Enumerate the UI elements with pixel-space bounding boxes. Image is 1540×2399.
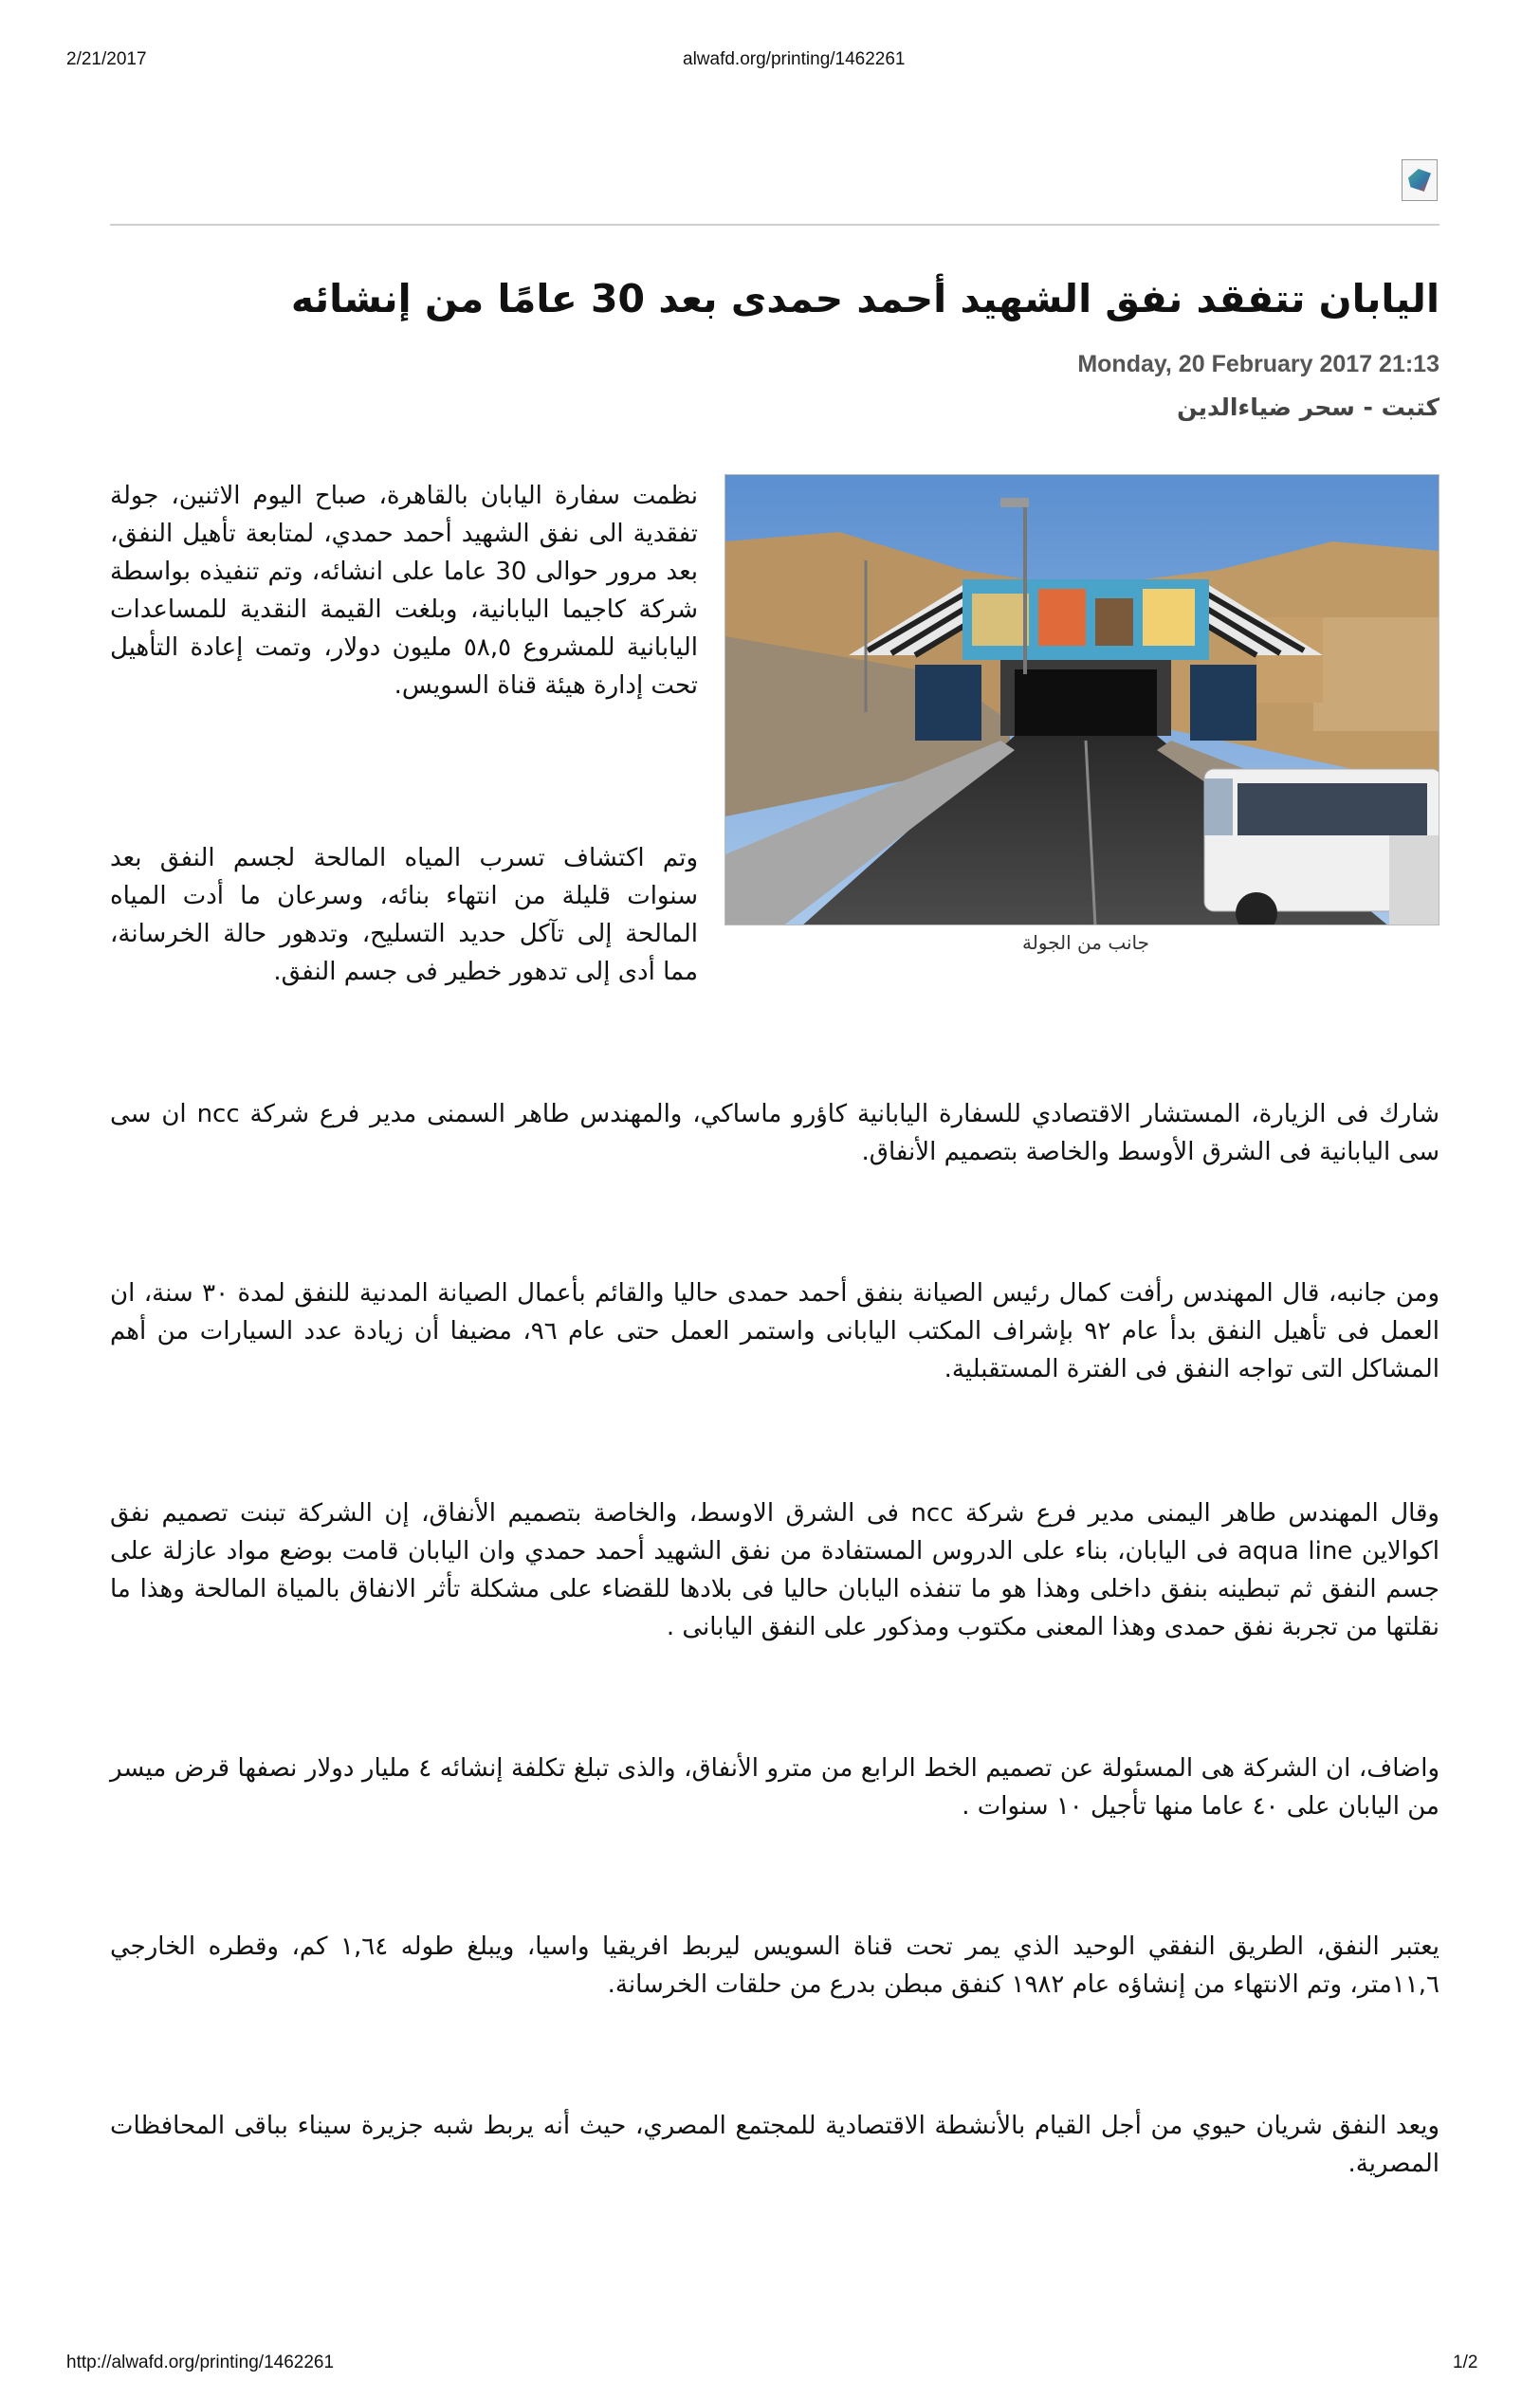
article-paragraph: واضاف، ان الشركة هى المسئولة عن تصميم الخط الرابع من مترو الأنفاق، والذى تبلغ تكلفة إنشائه ٤ مليار دولار نصفها قرض ميسر من اليابان على ٤٠ عاما منها تأجيل ١٠ سنوات . xyxy=(110,1754,1440,1821)
article-paragraph: شارك فى الزيارة، المستشار الاقتصادي للسفارة اليابانية كاؤرو ماساكي، والمهندس طاهر السمنى مدير فرع شركة ncc ان سى سى اليابانية فى الشرق الأوسط والخاصة بتصميم الأنفاق. xyxy=(110,1100,1439,1166)
article-headline: اليابان تتفقد نفق الشهيد أحمد حمدى بعد 30 عامًا من إنشائه xyxy=(290,276,1439,321)
image-caption: جانب من الجولة xyxy=(1021,931,1150,954)
header-divider xyxy=(110,224,1439,226)
article-paragraph: ويعد النفق شريان حيوي من أجل القيام بالأنشطة الاقتصادية للمجتمع المصري، حيث أنه يربط شبه جزيرة سيناء بباقى المحافظات المصرية. xyxy=(110,2112,1439,2178)
article-byline: كتبت - سحر ضياءالدين xyxy=(1177,394,1439,421)
article-paragraph: وقال المهندس طاهر اليمنى مدير فرع شركة ncc فى الشرق الاوسط، والخاصة بتصميم الأنفاق، إن الشركة تبنت تصميم نفق اكوالاين aqua line فى اليابان، بناء على الدروس المستفادة من نفق الشهيد أحمد حمدي وان اليابان قامت بوضع مواد عازلة على جسم النفق ثم تبطينه بنفق داخلى وهذا هو ما تنفذه اليابان حاليا فى بلادها للقضاء على مشكلة تأثر الانفاق بالمياة المالحة وهذا ما نقلتها من تجربة نفق حمدى وهذا المعنى مكتوب ومذكور على النفق اليابانى . xyxy=(110,1499,1439,1641)
footer-page-number: 1/2 xyxy=(1453,2353,1478,2372)
article-paragraph: ومن جانبه، قال المهندس رأفت كمال رئيس الصيانة بنفق أحمد حمدى حاليا والقائم بأعمال الصيانة المدنية للنفق لمدة ٣٠ سنة، ان العمل فى تأهيل النفق بدأ عام ٩٢ بإشراف المكتب اليابانى واستمر العمل حتى عام ٩٦، مضيفا أن زيادة عدد السيارات من أهم المشاكل التى تواجه النفق فى الفترة المستقبلية. xyxy=(110,1279,1440,1383)
tunnel-photo xyxy=(724,474,1439,925)
article-paragraph: يعتبر النفق، الطريق النفقي الوحيد الذي يمر تحت قناة السويس ليربط افريقيا واسيا، ويبلغ طوله ١,٦٤ كم، وقطره الخارجي ١١,٦متر، وتم الانتهاء من إنشاؤه عام ١٩٨٢ كنفق مبطن بدرع من حلقات الخرسانة. xyxy=(110,1932,1440,1999)
print-date: 2/21/2017 xyxy=(66,49,147,69)
article-date: Monday, 20 February 2017 21:13 xyxy=(1077,351,1439,377)
print-url: alwafd.org/printing/1462261 xyxy=(683,49,906,69)
article-paragraph: وتم اكتشاف تسرب المياه المالحة لجسم النفق بعد سنوات قليلة من انتهاء بنائه، وسرعان ما أدت المياه المالحة إلى تآكل حديد التسليح، وتدهور حالة الخرسانة، مما أدى إلى تدهور خطير فى جسم النفق. xyxy=(110,844,698,986)
broken-image-icon xyxy=(1402,159,1438,201)
article-paragraph: نظمت سفارة اليابان بالقاهرة، صباح اليوم الاثنين، جولة تفقدية الى نفق الشهيد أحمد حمدي، لمتابعة تأهيل النفق، بعد مرور حوالى 30 عاما على انشائه، وتم تنفيذه بواسطة شركة كاجيما اليابانية، وبلغت القيمة النقدية للمساعدات اليابانية للمشروع ٥٨,٥ مليون دولار، وتمت إعادة التأهيل تحت إدارة هيئة قناة السويس. xyxy=(110,482,699,700)
footer-url: http://alwafd.org/printing/1462261 xyxy=(66,2353,335,2372)
